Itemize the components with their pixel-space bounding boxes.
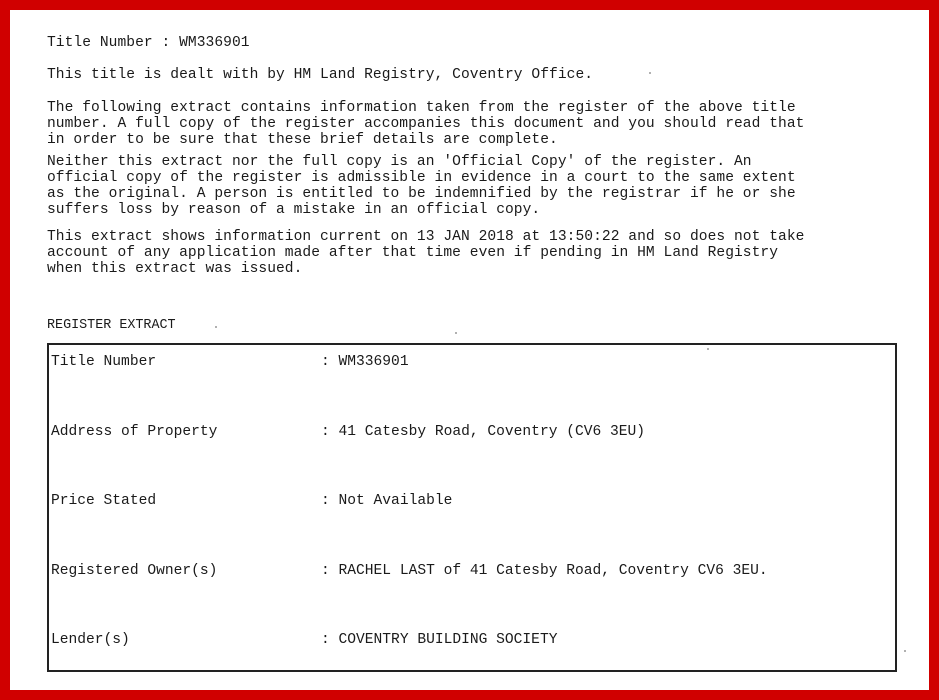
row-value: : RACHEL LAST of 41 Catesby Road, Coventry CV6 3EU. bbox=[321, 563, 768, 579]
paragraph-line: when this extract was issued. bbox=[47, 261, 303, 277]
table-row-price bbox=[49, 492, 895, 510]
row-value: : Not Available bbox=[321, 493, 453, 509]
row-value: : COVENTRY BUILDING SOCIETY bbox=[321, 632, 558, 648]
paragraph-line: Neither this extract nor the full copy is an 'Official Copy' of the register. An bbox=[47, 154, 752, 170]
paragraph-line: suffers loss by reason of a mistake in an official copy. bbox=[47, 202, 541, 218]
paragraph-official-copy bbox=[47, 154, 796, 218]
row-label: Registered Owner(s) bbox=[51, 563, 218, 579]
paragraph-currency-notice bbox=[47, 229, 804, 277]
scan-speck bbox=[707, 348, 709, 350]
table-row-owner bbox=[49, 562, 895, 580]
paragraph-line: number. A full copy of the register accompanies this document and you should read that bbox=[47, 116, 805, 132]
row-label: Price Stated bbox=[51, 493, 157, 509]
paragraph-line: as the original. A person is entitled to be indemnified by the registrar if he or she bbox=[47, 186, 796, 202]
office-line: This title is dealt with by HM Land Registry, Coventry Office. bbox=[47, 67, 594, 83]
table-row-address bbox=[49, 423, 895, 441]
table-row-title-number bbox=[49, 353, 895, 371]
row-value: : 41 Catesby Road, Coventry (CV6 3EU) bbox=[321, 424, 646, 440]
scan-speck bbox=[649, 72, 651, 74]
paragraph-extract-info bbox=[47, 100, 804, 148]
title-number-line: Title Number : WM336901 bbox=[47, 35, 250, 51]
row-label: Lender(s) bbox=[51, 632, 130, 648]
paragraph-line: official copy of the register is admissible in evidence in a court to the same extent bbox=[47, 170, 796, 186]
register-extract-heading: REGISTER EXTRACT bbox=[47, 318, 176, 333]
scan-speck bbox=[904, 650, 906, 652]
row-label: Address of Property bbox=[51, 424, 218, 440]
row-label: Title Number bbox=[51, 354, 157, 370]
paragraph-line: This extract shows information current on 13 JAN 2018 at 13:50:22 and so does not take bbox=[47, 229, 805, 245]
paragraph-line: in order to be sure that these brief details are complete. bbox=[47, 132, 558, 148]
register-extract-table bbox=[47, 343, 897, 672]
scan-speck bbox=[455, 332, 457, 334]
register-extract-document bbox=[10, 10, 929, 690]
table-row-lender bbox=[49, 631, 895, 649]
row-value: : WM336901 bbox=[321, 354, 409, 370]
paragraph-line: The following extract contains information taken from the register of the above title bbox=[47, 100, 796, 116]
paragraph-line: account of any application made after that time even if pending in HM Land Registry bbox=[47, 245, 779, 261]
scan-speck bbox=[215, 326, 217, 328]
